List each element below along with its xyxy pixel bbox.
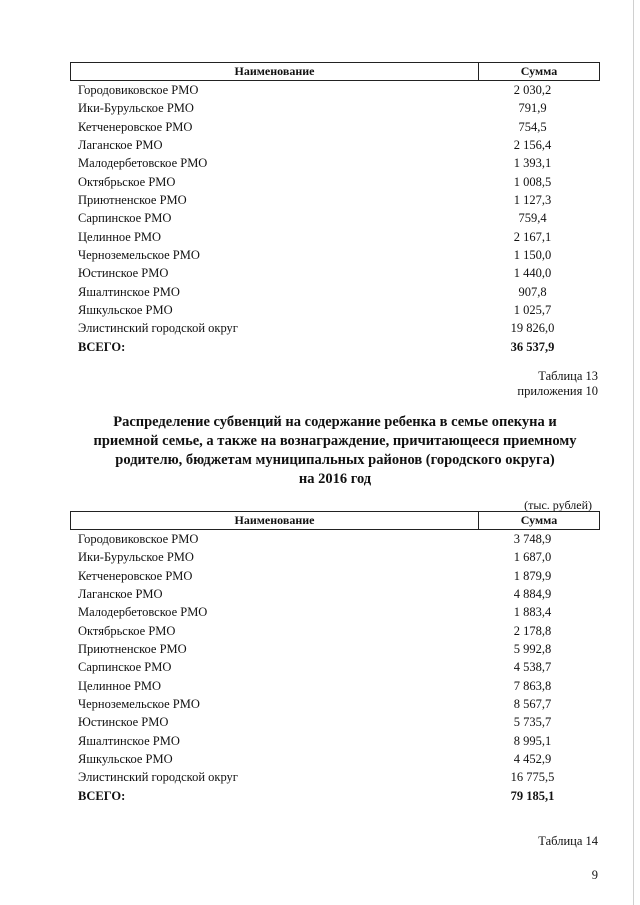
row-sum: 1 008,5	[513, 174, 552, 189]
title-line: приемной семье, а также на вознаграждение, причитающееся приемному	[93, 433, 577, 449]
row-name: Приютненское РМО	[78, 193, 187, 208]
row-name: Малодербетовское РМО	[78, 605, 208, 620]
row-name: Лаганское РМО	[78, 587, 163, 602]
row-name: Сарпинское РМО	[78, 660, 172, 675]
table-row	[70, 301, 600, 319]
table-row	[70, 209, 600, 227]
table-row	[70, 548, 600, 566]
table-row	[70, 264, 600, 282]
row-sum: 2 167,1	[513, 229, 552, 244]
total-row	[70, 338, 600, 356]
table-12-continuation	[70, 62, 600, 356]
page-edge-line	[633, 0, 634, 905]
table-row	[70, 750, 600, 768]
table-row	[70, 228, 600, 246]
table-row	[70, 118, 600, 136]
row-name: Элистинский городской округ	[78, 321, 238, 336]
table-13	[70, 511, 600, 805]
appendix-label: приложения 10	[517, 384, 598, 398]
row-sum: 791,9	[518, 101, 547, 116]
table-row	[70, 695, 600, 713]
table-row	[70, 640, 600, 658]
row-name: Октябрьское РМО	[78, 174, 176, 189]
row-sum: 16 775,5	[510, 770, 555, 785]
header-sum: Сумма	[520, 64, 558, 78]
row-name: Сарпинское РМО	[78, 211, 172, 226]
row-sum: 1 150,0	[513, 248, 552, 263]
table-13-reference	[517, 369, 598, 399]
table-13-title	[70, 413, 600, 489]
row-name: Лаганское РМО	[78, 138, 163, 153]
row-sum: 1 127,3	[513, 193, 552, 208]
table-row	[70, 136, 600, 154]
row-name: ВСЕГО:	[78, 788, 126, 803]
row-name: Городовиковское РМО	[78, 83, 199, 97]
row-sum: 8 567,7	[513, 697, 552, 712]
row-name: Приютненское РМО	[78, 642, 187, 657]
row-sum: 4 538,7	[513, 660, 552, 675]
table-row	[70, 530, 600, 548]
row-sum: 907,8	[518, 284, 547, 299]
row-name: Яшалтинское РМО	[78, 284, 180, 299]
table-row	[70, 658, 600, 676]
row-sum: 5 735,7	[513, 715, 552, 730]
title-line: на 2016 год	[298, 471, 372, 487]
table-row	[70, 677, 600, 695]
row-name: Ики-Бурульское РМО	[78, 550, 194, 565]
table-row	[70, 319, 600, 337]
row-name: ВСЕГО:	[78, 339, 126, 354]
row-name: Юстинское РМО	[78, 715, 169, 730]
row-name: Кетченеровское РМО	[78, 568, 193, 583]
row-sum: 36 537,9	[510, 339, 555, 354]
table-row	[70, 622, 600, 640]
row-sum: 4 884,9	[513, 587, 552, 602]
table-row	[70, 283, 600, 301]
header-name: Наименование	[71, 63, 479, 80]
row-sum: 754,5	[518, 119, 547, 134]
header-sum: Сумма	[520, 513, 558, 527]
row-name: Черноземельское РМО	[78, 697, 200, 712]
table-row	[70, 732, 600, 750]
row-name: Целинное РМО	[78, 678, 162, 693]
row-sum: 2 030,2	[513, 83, 552, 97]
row-sum: 1 883,4	[513, 605, 552, 620]
table-row	[70, 585, 600, 603]
row-name: Целинное РМО	[78, 229, 162, 244]
row-name: Яшкульское РМО	[78, 303, 173, 318]
row-sum: 1 025,7	[513, 303, 552, 318]
row-sum: 7 863,8	[513, 678, 552, 693]
row-name: Яшалтинское РМО	[78, 733, 180, 748]
row-sum: 2 178,8	[513, 623, 552, 638]
table-row	[70, 567, 600, 585]
row-name: Октябрьское РМО	[78, 623, 176, 638]
table-row	[70, 81, 600, 99]
row-sum: 759,4	[518, 211, 547, 226]
table-header	[70, 62, 600, 81]
table-row	[70, 99, 600, 117]
table-row	[70, 154, 600, 172]
row-sum: 19 826,0	[510, 321, 555, 336]
row-name: Кетченеровское РМО	[78, 119, 193, 134]
table-row	[70, 246, 600, 264]
row-sum: 1 879,9	[513, 568, 552, 583]
row-sum: 3 748,9	[513, 532, 552, 546]
header-name: Наименование	[71, 512, 479, 529]
row-sum: 1 393,1	[513, 156, 552, 171]
table-13-label: Таблица 13	[538, 369, 598, 383]
total-row	[70, 787, 600, 805]
row-sum: 1 687,0	[513, 550, 552, 565]
table-row	[70, 191, 600, 209]
table-row	[70, 768, 600, 786]
row-name: Юстинское РМО	[78, 266, 169, 281]
row-sum: 2 156,4	[513, 138, 552, 153]
title-line: Распределение субвенций на содержание ребенка в семье опекуна и	[113, 414, 557, 430]
table-header	[70, 511, 600, 530]
row-sum: 1 440,0	[513, 266, 552, 281]
row-name: Черноземельское РМО	[78, 248, 200, 263]
row-name: Ики-Бурульское РМО	[78, 101, 194, 116]
row-sum: 5 992,8	[513, 642, 552, 657]
row-name: Малодербетовское РМО	[78, 156, 208, 171]
table-row	[70, 603, 600, 621]
title-line: родителю, бюджетам муниципальных районов (городского округа)	[115, 452, 555, 468]
page-number: 9	[591, 868, 598, 882]
table-row	[70, 713, 600, 731]
units-label: (тыс. рублей)	[524, 498, 592, 512]
row-sum: 79 185,1	[510, 788, 555, 803]
row-sum: 8 995,1	[513, 733, 552, 748]
table-14-reference: Таблица 14	[538, 834, 598, 848]
row-name: Яшкульское РМО	[78, 752, 173, 767]
row-name: Городовиковское РМО	[78, 532, 199, 546]
table-row	[70, 173, 600, 191]
row-sum: 4 452,9	[513, 752, 552, 767]
row-name: Элистинский городской округ	[78, 770, 238, 785]
